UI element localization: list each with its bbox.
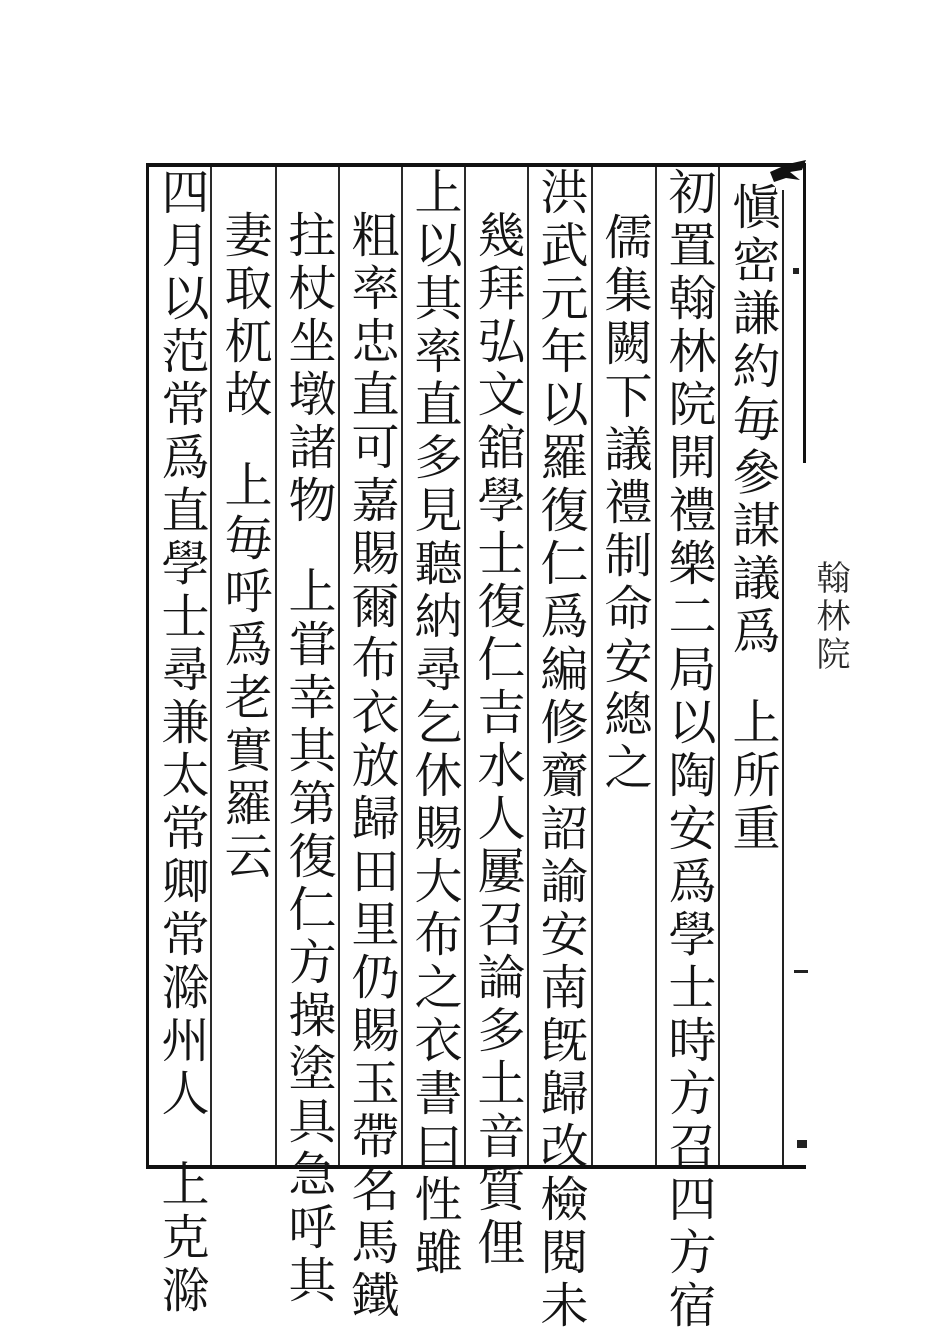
column-rule [718,167,720,1165]
column-rule [275,167,277,1165]
margin-title: 翰林院 [810,560,850,674]
page-border-left [146,163,149,1169]
text-column-1: 愼密謙約毎參謀議爲上所重 [724,182,780,856]
column-rule [655,167,657,1165]
text-column-5: 幾拜弘文舘學士復仁吉水人屢召論多土音質俚 [469,210,525,1270]
column-rule [338,167,340,1165]
column-rule [464,167,466,1165]
column-rule [591,167,593,1165]
ink-speck [793,268,799,274]
text-column-9: 妻取杌故上毎呼爲老實羅云 [216,210,272,884]
text-column-8: 拄杖坐墩諸物上甞幸其第復仁方操塗具急呼其 [280,210,336,1308]
text-column-3: 儒集闕下議禮制命安總之 [596,212,652,795]
page-border-edge-right [803,163,806,463]
column-rule [401,167,403,1165]
column-rule [527,167,529,1165]
text-column-6: 上以其率直多見聽納尋乞休賜大布之衣書曰性雖 [406,167,462,1280]
ink-speck [794,970,808,973]
text-column-10: 四月以范常爲直學士尋兼太常卿常滁州人上克滁 [153,167,209,1318]
ink-speck [797,1140,807,1148]
column-rule [210,167,212,1165]
text-column-4: 洪武元年以羅復仁爲編修齎詔諭安南旣歸改檢閱未 [532,167,588,1333]
page-border-inner-right [782,190,784,1165]
text-column-2: 初置翰林院開禮樂二局以陶安爲學士時方召四方宿 [660,167,716,1333]
text-column-7: 粗率忠直可嘉賜爾布衣放歸田里仍賜玉帶名馬鐵 [343,210,399,1323]
